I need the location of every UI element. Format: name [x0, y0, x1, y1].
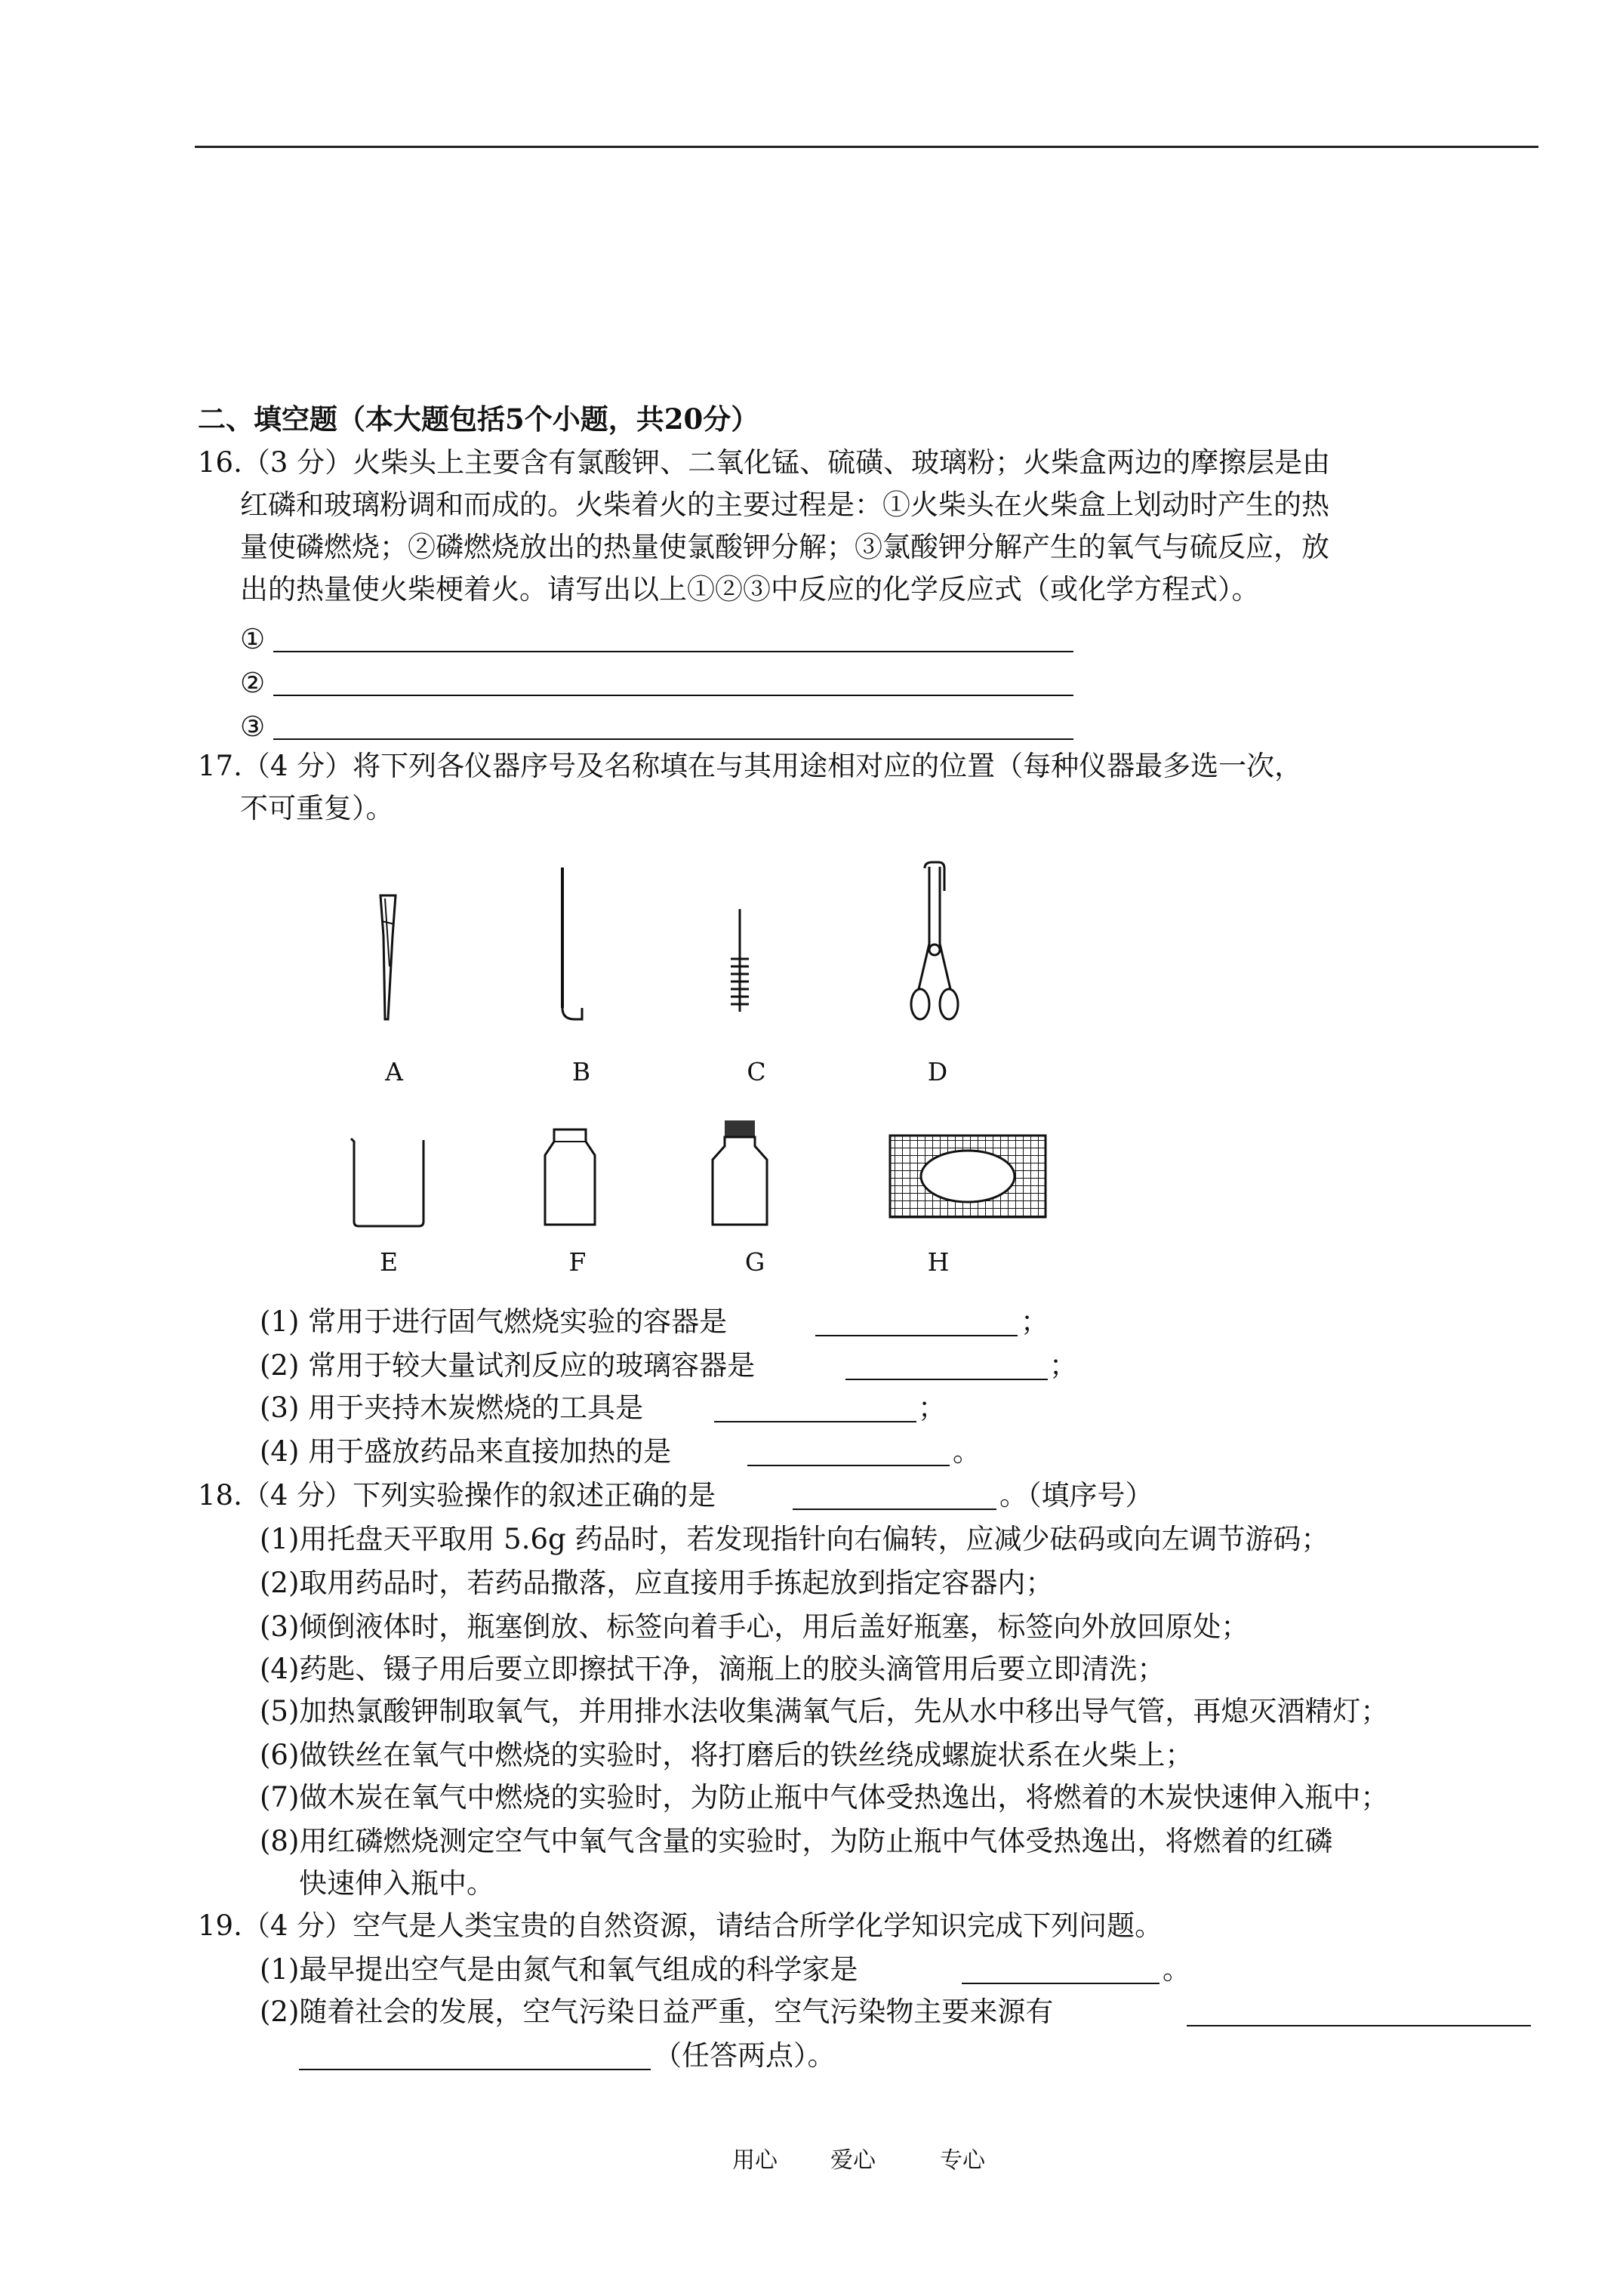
q19-item-2-end: （任答两点）。 — [654, 2039, 836, 2072]
q18-head-end: 。（填序号） — [999, 1479, 1153, 1512]
q16-answer-line-1[interactable] — [273, 651, 1073, 652]
q16-answer-line-2[interactable] — [273, 695, 1073, 696]
q17-item-4-end: 。 — [953, 1435, 981, 1468]
combustion-spoon-icon — [540, 864, 593, 1023]
q17-answer-line-3[interactable] — [714, 1421, 916, 1422]
footer-text-3: 专心 — [940, 2147, 985, 2174]
q18-item-5: (5)加热氯酸钾制取氧气，并用排水法收集满氧气后，先从水中移出导气管，再熄灭酒精灯； — [260, 1695, 1389, 1727]
q18-item-8: (8)用红磷燃烧测定空气中氧气含量的实验时，为防止瓶中气体受热逸出，将燃着的红磷 — [260, 1825, 1333, 1857]
label-a: A — [385, 1057, 403, 1086]
q18-item-8-cont: 快速伸入瓶中。 — [299, 1867, 494, 1900]
reagent-bottle-icon — [702, 1117, 778, 1231]
test-tube-brush-icon — [717, 906, 762, 1019]
label-g: G — [744, 1247, 765, 1277]
q17-answer-line-4[interactable] — [747, 1465, 950, 1466]
crucible-tongs-icon — [902, 861, 970, 1027]
q17-line-1: 17.（4 分）将下列各仪器序号及名称填在与其用途相对应的位置（每种仪器最多选一次， — [198, 750, 1303, 782]
label-e: E — [379, 1247, 399, 1277]
q18-item-4: (4)药匙、镊子用后要立即擦拭干净，滴瓶上的胶头滴管用后要立即清洗； — [260, 1653, 1166, 1685]
q19-head: 19.（4 分）空气是人类宝贵的自然资源，请结合所学化学知识完成下列问题。 — [198, 1909, 1163, 1942]
q17-item-3-end: ； — [918, 1391, 946, 1424]
q16-blank-label-2: ② — [240, 667, 266, 699]
q16-line-2: 红磷和玻璃粉调和而成的。火柴着火的主要过程是：①火柴头在火柴盒上划动时产生的热 — [240, 488, 1329, 521]
q17-item-1-end: ； — [1021, 1305, 1049, 1338]
label-h: H — [927, 1247, 950, 1277]
q16-blank-label-1: ① — [240, 623, 266, 655]
q16-answer-line-3[interactable] — [273, 738, 1073, 740]
q19-item-2: (2)随着社会的发展，空气污染日益严重，空气污染物主要来源有 — [260, 1996, 1054, 2028]
wide-mouth-bottle-icon — [536, 1125, 604, 1231]
q16-line-3: 量使磷燃烧；②磷燃烧放出的热量使氯酸钾分解；③氯酸钾分解产生的氧气与硫反应，放 — [240, 531, 1329, 563]
q17-item-3: (3) 用于夹持木炭燃烧的工具是 — [260, 1391, 644, 1424]
q17-answer-line-2[interactable] — [845, 1379, 1048, 1380]
asbestos-gauze-icon — [887, 1133, 1053, 1223]
q19-item-1: (1)最早提出空气是由氮气和氧气组成的科学家是 — [260, 1953, 858, 1986]
q18-item-1: (1)用托盘天平取用 5.6g 药品时，若发现指针向右偏转，应减少砝码或向左调节游码； — [260, 1523, 1329, 1555]
beaker-icon — [343, 1133, 434, 1231]
q17-answer-line-1[interactable] — [815, 1335, 1018, 1336]
tweezers-icon — [362, 891, 415, 1027]
q19-answer-line-2a[interactable] — [1187, 2025, 1531, 2026]
q16-line-4: 出的热量使火柴梗着火。请写出以上①②③中反应的化学反应式（或化学方程式）。 — [240, 573, 1260, 606]
header-rule — [195, 146, 1538, 148]
label-c: C — [747, 1057, 766, 1086]
q18-item-3: (3)倾倒液体时，瓶塞倒放、标签向着手心，用后盖好瓶塞，标签向外放回原处； — [260, 1610, 1249, 1643]
q17-item-2-end: ； — [1049, 1349, 1077, 1382]
q17-item-2: (2) 常用于较大量试剂反应的玻璃容器是 — [260, 1349, 756, 1382]
q17-line-2: 不可重复）。 — [240, 792, 394, 824]
label-f: F — [568, 1247, 587, 1277]
label-d: D — [927, 1057, 948, 1086]
q18-head: 18.（4 分）下列实验操作的叙述正确的是 — [198, 1479, 716, 1512]
footer-text-2: 爱心 — [830, 2147, 876, 2174]
section-title: 二、填空题（本大题包括5个小题，共20分） — [198, 402, 759, 436]
q18-item-2: (2)取用药品时，若药品撒落，应直接用手拣起放到指定容器内； — [260, 1567, 1054, 1599]
q18-item-7: (7)做木炭在氧气中燃烧的实验时，为防止瓶中气体受热逸出，将燃着的木炭快速伸入瓶中； — [260, 1781, 1389, 1814]
q18-item-6: (6)做铁丝在氧气中燃烧的实验时，将打磨后的铁丝绕成螺旋状系在火柴上； — [260, 1739, 1193, 1771]
q17-item-4: (4) 用于盛放药品来直接加热的是 — [260, 1435, 672, 1468]
q16-blank-label-3: ③ — [240, 710, 266, 743]
q19-item-1-end: 。 — [1163, 1953, 1190, 1986]
q19-answer-line-2b[interactable] — [299, 2069, 651, 2070]
q16-line-1: 16.（3 分）火柴头上主要含有氯酸钾、二氧化锰、硫磺、玻璃粉；火柴盒两边的摩擦层是由 — [198, 446, 1331, 479]
q19-answer-line-1[interactable] — [962, 1983, 1160, 1984]
q17-item-1: (1) 常用于进行固气燃烧实验的容器是 — [260, 1305, 728, 1338]
label-b: B — [571, 1057, 591, 1086]
footer-text-1: 用心 — [732, 2147, 778, 2174]
q18-answer-line[interactable] — [793, 1509, 996, 1510]
